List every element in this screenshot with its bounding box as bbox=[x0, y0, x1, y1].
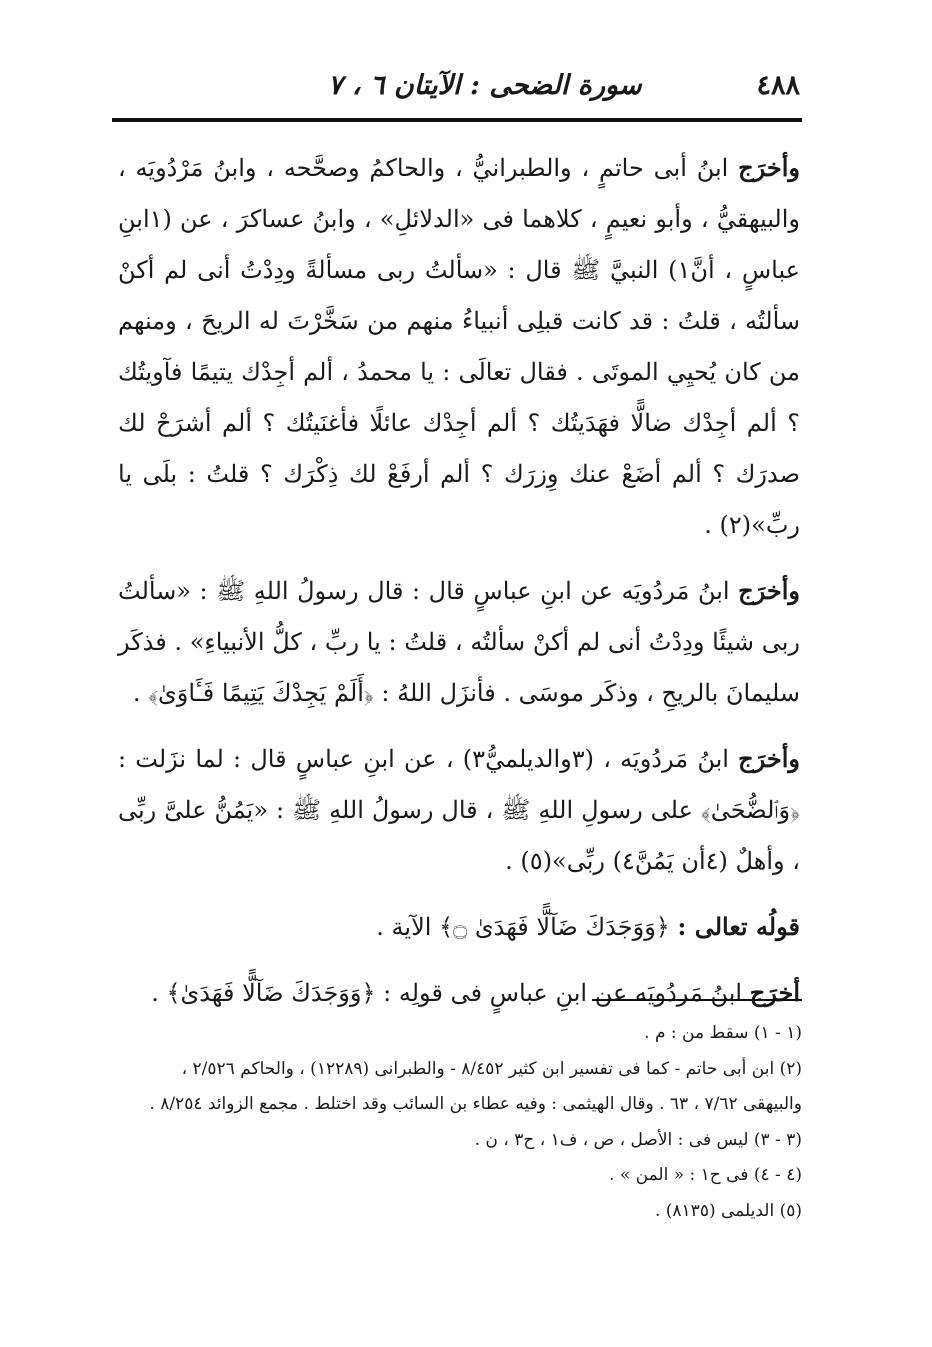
header-rule bbox=[112, 118, 802, 122]
main-text bbox=[118, 142, 800, 1019]
footnotes bbox=[112, 1016, 802, 1229]
footnote: (٣ - ٣) ليس فى : الأصل ، ص ، ف١ ، ح٣ ، ن . bbox=[474, 1129, 802, 1150]
paragraph-lead: وأخرَج bbox=[738, 153, 800, 182]
paragraph-1 bbox=[118, 142, 800, 551]
footnote: (٤ - ٤) فى ح١ : « المن » . bbox=[609, 1165, 802, 1185]
footnote: (١ - ١) سقط من : م . bbox=[644, 1023, 802, 1043]
paragraph-lead: وأخرَج bbox=[738, 576, 800, 605]
footnote: والبيهقى ٧/٦٢ ، ٦٣ . وقال الهيثمى : وفيه عطاء بن السائب وقد اختلط . مجمع الزوائد ٨/٢٥٤ . bbox=[149, 1094, 802, 1114]
footnote-rule bbox=[592, 999, 802, 1001]
verse-heading-text: ﴿وَوَجَدَكَ ضَآلًّا فَهَدَىٰ ۝﴾ الآية . bbox=[376, 913, 670, 941]
paragraph-lead: وأخرَج bbox=[738, 744, 800, 773]
verse-heading bbox=[118, 901, 800, 953]
footnote: (٢) ابن أبى حاتم - كما فى تفسير ابن كثير ٨/٤٥٢ - والطبرانى (١٢٢٨٩) ، والحاكم ٢/٥٢٦ ، bbox=[181, 1058, 802, 1079]
verse-heading-lead: قولُه تعالى : bbox=[677, 912, 800, 941]
paragraph-2 bbox=[118, 565, 800, 719]
paragraph-text: ابنُ مَردُويَه ، (٣والديلميُّ٣) ، عن ابنِ عباسٍ قال : لما نزَلت : ﴿وَٱلضُّحَىٰ﴾ على رسولِ اللهِ ﷺ ، قال رسولُ اللهِ ﷺ : «يَمُنُّ علىَّ ربِّى ، وأهلٌ (٤أن يَمُنَّ٤) ربِّى»(٥) . bbox=[118, 745, 800, 875]
paragraph-text: ابنُ مَردُويَه عن ابنِ عباسٍ فى قولِه : ﴿وَوَجَدَكَ ضَآلًّا فَهَدَىٰ﴾ . bbox=[151, 979, 743, 1007]
running-title: سورة الضحى : الآيتان ٦ ، ٧ bbox=[328, 70, 642, 101]
page-header bbox=[118, 62, 800, 112]
paragraph-lead: أخرَج bbox=[749, 978, 800, 1007]
paragraph-text: ابنُ مَردُويَه عن ابنِ عباسٍ قال : قال رسولُ اللهِ ﷺ : «سألتُ ربى شيئًا ودِدْتُ أنى لم أكنْ سألتُه ، قلتُ : يا ربِّ ، كلُّ الأنبياءِ» . فذكَر سليمانَ بالريحِ ، وذكَر موسَى . فأنزَل اللهُ : ﴿أَلَمْ يَجِدْكَ يَتِيمًا فَـَٔاوَىٰ﴾ . bbox=[118, 577, 800, 707]
page-number: ٤٨٨ bbox=[756, 70, 800, 101]
paragraph-3 bbox=[118, 733, 800, 887]
footnote: (٥) الديلمى (٨١٣٥) . bbox=[654, 1200, 802, 1221]
paragraph-text: ابنُ أبى حاتمٍ ، والطبرانيُّ ، والحاكمُ وصحَّحه ، وابنُ مَرْدُويَه ، والبيهقيُّ ، وأبو نعيمٍ ، كلاهما فى «الدلائلِ» ، وابنُ عساكرَ ، عن (١ابنِ عباسٍ ، أنَّ١) النبيَّ ﷺ قال : «سألتُ ربى مسألةً ودِدْتُ أنى لم أكنْ سألتُه ، قلتُ : قد كانت قبلِى أنبياءُ منهم من سَخَّرْتَ له الريحَ ، ومنهم من كان يُحيِي الموتَى . فقال تعالَى : يا محمدُ ، ألم أجِدْك يتيمًا فآويتُك ؟ ألم أجِدْك ضالًّا فهَدَيتُك ؟ ألم أجِدْك عائلًا فأغنَيتُك ؟ ألم أشرَحْ لك صدرَك ؟ ألم أضَعْ عنك وِزرَك ؟ ألم أرفَعْ لك ذِكْرَك ؟ قلتُ : بلَى يا ربِّ»(٢) . bbox=[118, 154, 800, 539]
paragraph-4 bbox=[118, 967, 800, 1019]
